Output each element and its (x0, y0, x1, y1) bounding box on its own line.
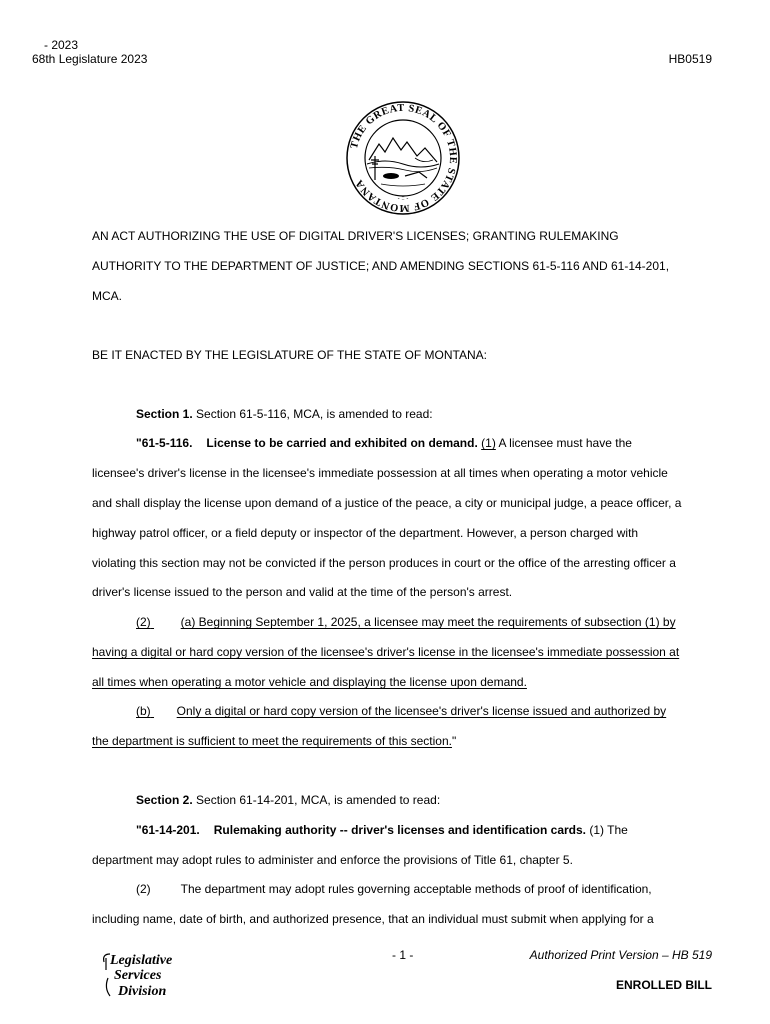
section-1-line-1 (136, 436, 632, 450)
great-seal-of-montana (345, 100, 461, 216)
section-1-sub2-line-2: having a digital or hard copy version of the licensee's driver's license in the licensee's immediate possession at (92, 645, 680, 659)
authorized-print-version (530, 948, 712, 962)
logo-line-1: Legislative (110, 953, 173, 968)
section-1-intro-text: Section 61-5-116, MCA, is amended to read: (192, 407, 433, 421)
section-1-line-3: and shall display the license upon demand of a justice of the peace, a city or municipal judge, a peace officer, a (92, 496, 682, 510)
section-1-intro (136, 407, 433, 421)
section-2-caption: Rulemaking authority -- driver's licenses and identification cards. (213, 823, 587, 837)
section-2-line1-rest: (1) The (586, 823, 628, 837)
section-1-caption: License to be carried and exhibited on demand. (206, 436, 478, 450)
authorized-suffix: – HB 519 (658, 948, 712, 962)
section-2-sub2-mark: (2) (136, 882, 151, 896)
logo-line-3: Division (118, 984, 167, 999)
section-2-intro-text: Section 61-14-201, MCA, is amended to read: (192, 793, 441, 807)
section-2-line-1 (136, 823, 628, 837)
seal-ornament: - :: - (397, 196, 409, 202)
act-title-line-1: AN ACT AUTHORIZING THE USE OF DIGITAL DRIVER'S LICENSES; GRANTING RULEMAKING (92, 229, 619, 243)
section-1-cite: "61-5-116. (136, 436, 193, 450)
enrolled-bill-label: ENROLLED BILL (616, 978, 712, 992)
act-title-line-2: AUTHORITY TO THE DEPARTMENT OF JUSTICE; AND AMENDING SECTIONS 61-5-116 AND 61-14-201, (92, 259, 670, 273)
section-1-sub2-line-1 (136, 615, 676, 629)
section-1-subb-mark: (b) (136, 704, 151, 718)
legislative-services-division-logo (100, 948, 200, 1002)
act-title-line-3: MCA. (92, 289, 122, 303)
section-1-subb-text-2: the department is sufficient to meet the requirements of this section. (92, 734, 452, 748)
legislature-label: 68th Legislature 2023 (32, 52, 148, 66)
section-2-sub2-text-1: The department may adopt rules governing acceptable methods of proof of identification, (180, 882, 652, 896)
section-2-sub2-line-1 (136, 882, 652, 896)
section-2-intro (136, 793, 440, 807)
logo-line-2: Services (114, 968, 162, 983)
section-1-subb-text-1: Only a digital or hard copy version of the licensee's driver's license issued and authorized by (176, 704, 667, 718)
section-1-close-quote: " (451, 734, 457, 748)
section-1-heading: Section 1. (136, 407, 193, 421)
section-1-subb-tab (151, 704, 177, 718)
seal-inscription: THE GREAT SEAL OF THE STATE OF MONTANA (348, 102, 459, 214)
seal-landscape (367, 138, 439, 186)
section-1-subb-line-1 (136, 704, 666, 718)
section-2-line-2: department may adopt rules to administer and enforce the provisions of Title 61, chapter 5. (92, 853, 573, 867)
section-2-heading: Section 2. (136, 793, 193, 807)
authorized-prefix: Authorized Print Version (529, 948, 659, 962)
section-1-line-6: driver's license issued to the person and valid at the time of the person's arrest. (92, 585, 513, 599)
section-1-line-5: violating this section may not be convicted if the person produces in court or the office of the arresting officer a (92, 556, 676, 570)
section-2-sub2-line-2: including name, date of birth, and authorized presence, that an individual must submit when applying for a (92, 912, 654, 926)
section-2-cite: "61-14-201. (136, 823, 200, 837)
section-1-sub2-mark: (2) (136, 615, 151, 629)
bill-id: HB0519 (668, 52, 712, 66)
page-number: - 1 - (392, 948, 414, 962)
enacting-clause: BE IT ENACTED BY THE LEGISLATURE OF THE STATE OF MONTANA: (92, 348, 487, 362)
section-1-line-4: highway patrol officer, or a field deputy or inspector of the department. However, a person charged with (92, 526, 639, 540)
section-1-sub2-tab (151, 615, 181, 629)
section-1-sub1-mark: (1) (481, 436, 496, 450)
session-year: - 2023 (44, 38, 79, 52)
section-1-line-2: licensee's driver's license in the licensee's immediate possession at all times when operating a motor vehicle (92, 466, 668, 480)
section-1-subb-line-2 (92, 734, 456, 748)
section-1-sub2-line-3: all times when operating a motor vehicle and displaying the license upon demand. (92, 675, 527, 689)
section-1-sub2-text-1: (a) Beginning September 1, 2025, a licensee may meet the requirements of subsection (1) by (180, 615, 676, 629)
section-1-line1-rest: A licensee must have the (495, 436, 632, 450)
